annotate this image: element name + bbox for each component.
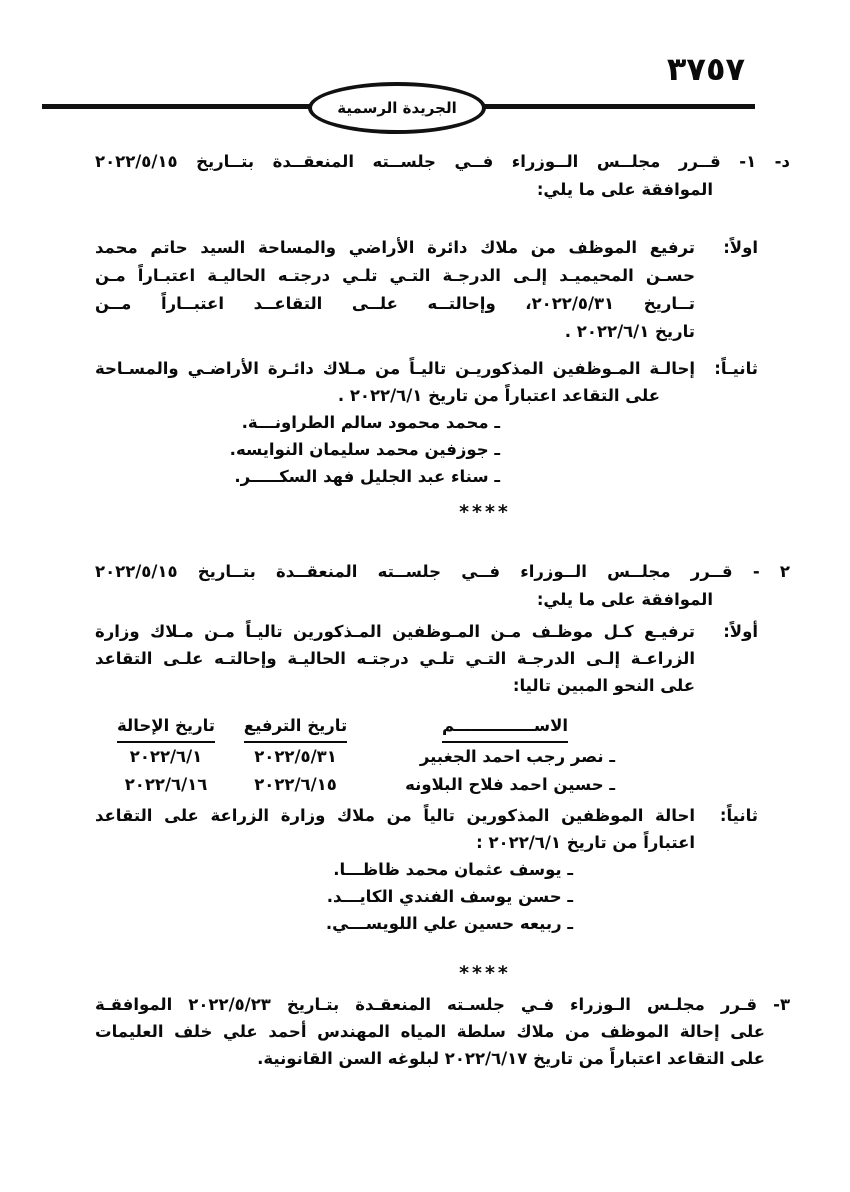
employee-list-item: ـ حسن يوسف الفندي الكايـــد. [326,887,573,906]
table-cell-promotion-date: ٢٠٢٢/٥/٣١ [254,747,337,766]
table-cell-name: ـ نصر رجب احمد الجغبير [419,747,615,766]
table-header-referral-label: تاريخ الإحالة [117,712,215,743]
clause-second-label: ثانيـاً: [714,359,758,378]
table-cell-referral-date: ٢٠٢٢/٦/١ [129,747,203,766]
promotions-table [95,712,615,799]
clause-line: الزراعـة إلـى الدرجـة التـي تلـي درجتـه الحاليـة وإحالتـه علـى التقاعد [95,649,695,668]
decision-1-marker: د- ١- [739,152,790,171]
decision-3-line-2: على إحالة الموظف من ملاك سلطة المياه المهندس أحمد علي خلف العليمات [95,1022,765,1041]
clause-second-label: ثانياً: [719,806,758,825]
table-header-name-label: الاســــــــــــــم [442,712,568,743]
decision-2-intro-text: قــرر مجلــس الــوزراء فــي جلســته المنعقــدة بتــاريخ ٢٠٢٢/٥/١٥ [95,562,733,581]
clause-line: حسـن المحيميـد إلـى الدرجـة التـي تلـي درجتـه الحاليـة اعتبـاراً مـن [95,266,695,285]
clause-line: تاريخ ٢٠٢٢/٦/١ . [564,322,695,341]
decision-3-text: قـرر مجلـس الـوزراء فـي جلسـته المنعقـدة بتـاريخ ٢٠٢٢/٥/٢٣ الموافقـة [95,995,758,1014]
decision-2-marker: ٢ - [752,562,790,581]
decision-2-clause-second [95,802,790,937]
decision-1-intro-line-1 [95,148,790,176]
clause-line: احالة الموظفين المذكورين تالياً من ملاك وزارة الزراعة على التقاعد [95,806,695,825]
page-content [95,148,790,1072]
employee-list-item: ـ يوسف عثمان محمد ظاظـــا. [333,860,573,879]
employee-list-item: ـ سناء عبد الجليل فهد السكـــــر. [234,467,500,486]
decision-3-line-1 [95,991,790,1018]
clause-line: ترفيع الموظف من ملاك دائرة الأراضي والمساحة السيد حاتم محمد [95,238,695,257]
clause-line: تــاريخ ٢٠٢٢/٥/٣١، وإحالتــه علــى التقاعــد اعتبــاراً مــن [95,294,695,313]
gazette-title: الجريدة الرسمية [337,99,457,117]
decision-2-intro-line-2: الموافقة على ما يلي: [536,590,713,609]
employee-list-item: ـ ربيعه حسين علي اللويســـي. [325,914,573,933]
employee-list [95,856,695,937]
clause-line: على النحو المبين تاليا: [512,676,695,695]
table-header-promotion-label: تاريخ الترفيع [244,712,347,743]
clause-line: ترفيـع كـل موظـف مـن المـوظفين المـذكورين تاليـاً مـن مـلاك وزارة [95,622,695,641]
decision-1-clause-second [95,355,790,490]
table-header-name [395,712,615,743]
decision-1-intro-text: قــرر مجلــس الــوزراء فــي جلســته المنعقــدة بتــاريخ ٢٠٢٢/٥/١٥ [95,152,721,171]
decision-3-line-3: على التقاعد اعتباراً من تاريخ ٢٠٢٢/٦/١٧ لبلوغه السن القانونية. [257,1049,765,1068]
clause-first-label: اولاً: [723,238,758,257]
clause-first-label: أولاً: [723,622,758,641]
decision-2-clause-first [95,618,790,699]
clause-line: إحالـة المـوظفين المذكوريـن تاليـاً من مـلاك دائـرة الأراضـي والمسـاحة [95,359,695,378]
decision-3-marker: ٣- [773,995,791,1014]
table-cell-name: ـ حسين احمد فلاح البلاونه [405,775,615,794]
clause-line: على التقاعد اعتباراً من تاريخ ٢٠٢٢/٦/١ . [337,386,660,405]
section-separator: **** [459,962,511,984]
gazette-oval-badge [308,82,486,134]
page-number: ٣٧٥٧ [666,50,745,88]
decision-1-intro-line-2: الموافقة على ما يلي: [536,180,713,199]
employee-list-item: ـ جوزفين محمد سليمان النوايسه. [229,440,500,459]
table-row [95,771,615,799]
employee-list-item: ـ محمد محمود سالم الطراونـــة. [241,413,500,432]
decision-2-intro [95,558,790,614]
table-header-referral-date [106,712,226,743]
section-separator: **** [459,501,511,523]
decision-1-intro [95,148,790,204]
table-row [95,743,615,771]
clause-line: اعتباراً من تاريخ ٢٠٢٢/٦/١ : [476,833,695,852]
table-cell-promotion-date: ٢٠٢٢/٦/١٥ [254,775,337,794]
decision-3 [95,991,790,1072]
table-header-promotion-date [238,712,353,743]
table-header-row [95,712,615,743]
table-cell-referral-date: ٢٠٢٢/٦/١٦ [124,775,208,794]
employee-list [95,409,695,490]
decision-2-intro-line-1 [95,558,790,586]
decision-1-clause-first [95,234,790,346]
